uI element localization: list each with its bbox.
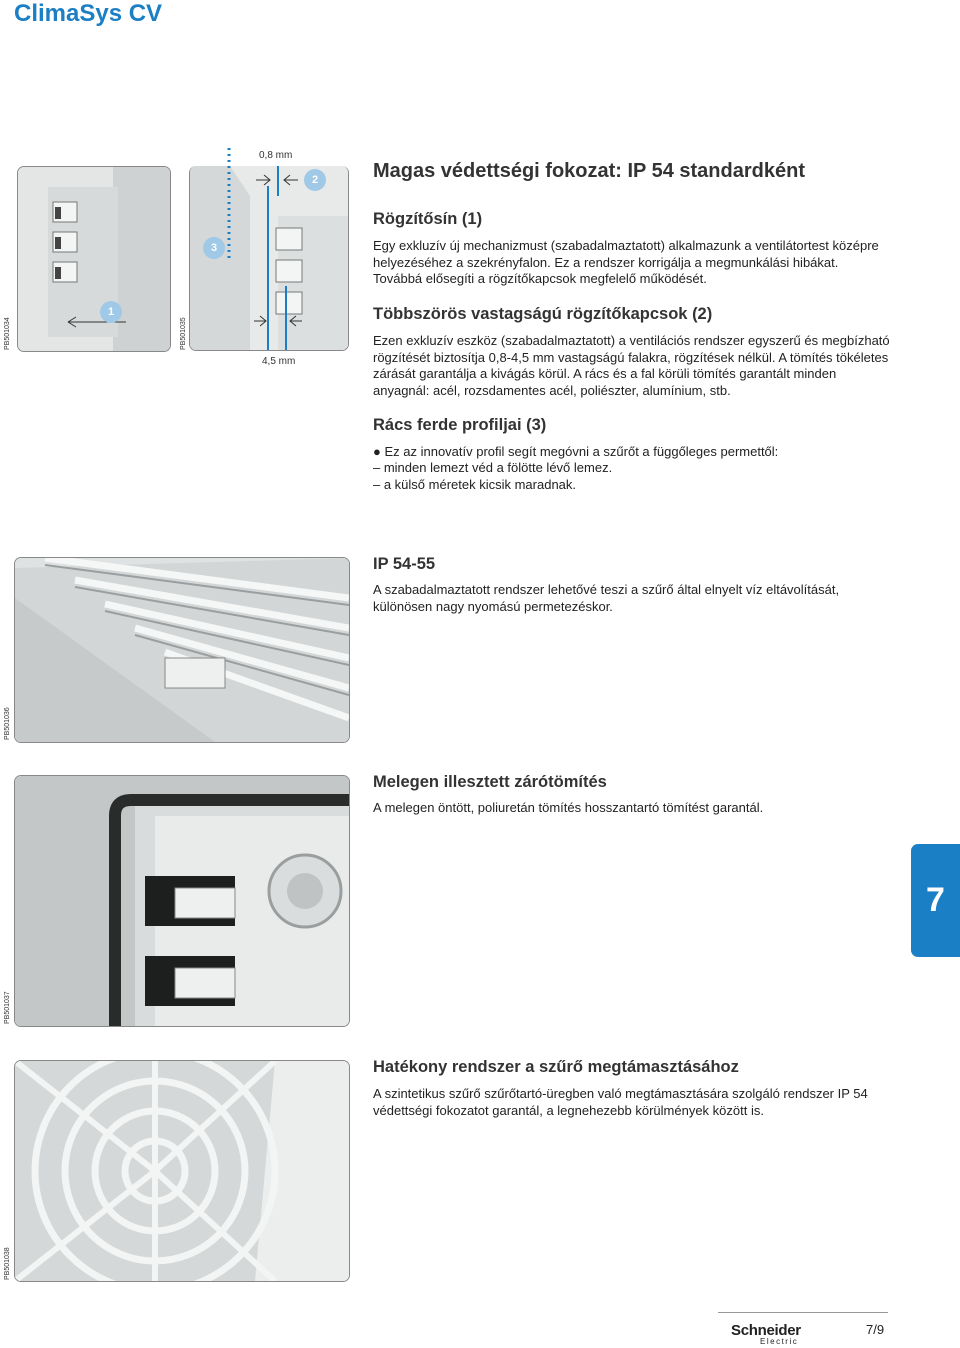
page-number: 7/9 [866, 1322, 885, 1337]
footer-rule [718, 1312, 888, 1313]
section-title: Többszörös vastagságú rögzítőkapcsok (2) [373, 305, 713, 323]
section-body: Egy exkluzív új mechanizmust (szabadalmaztatott) alkalmazunk a ventilátortest középre helyezéséhez a szekrényfalon. Ez a rendszer korrigálja a megmunkálási hibákat. Továbbá elősegíti a rögzítőkapcsok megfelelő működését. [373, 238, 879, 286]
main-title: Magas védettségi fokozat: IP 54 standardként [373, 160, 805, 182]
dim-bottom: 4,5 mm [262, 356, 296, 367]
louvres-illustration [15, 558, 349, 742]
brand-title: ClimaSys CV [14, 0, 163, 27]
photo-filter-support [14, 1060, 350, 1282]
filter-support-illustration [15, 1061, 349, 1281]
section-body: Ezen exkluzív eszköz (szabadalmaztatott) a ventilációs rendszer egyszerű és megbízható rögzítését biztosítja 0,8-4,5 mm vastagságú falakra, rögzítések nélkül. A tömítés tökéletes zárását garantálja a kivágás körül. A rács és a fal körüli tömítés garantált minden anyagnál: acél, rozsdamentes acél, poliészter, alumínium, stb. [373, 333, 890, 398]
thin-wall-arrows [254, 166, 304, 196]
section-title: Hatékony rendszer a szűrő megtámasztásához [373, 1058, 739, 1076]
schneider-logo: Schneider [731, 1322, 801, 1339]
section-title: Melegen illesztett zárótömítés [373, 773, 607, 791]
section-title: Rögzítősín (1) [373, 210, 483, 228]
section-body: A melegen öntött, poliuretán tömítés hosszantartó tömítést garantál. [373, 800, 764, 815]
chapter-tab: 7 [911, 844, 960, 957]
photo-louvres [14, 557, 350, 743]
bullet-item: ● Ez az innovatív profil segít megóvni a szűrőt a függőleges permettől: [373, 444, 779, 459]
schneider-logo-sub: Electric [760, 1337, 799, 1346]
ref-code: PB501037 [4, 991, 11, 1024]
ref-code: PB501035 [180, 317, 187, 350]
fixing-rail-illustration [18, 167, 170, 351]
ref-code: PB501036 [4, 707, 11, 740]
callout-1: 1 [100, 301, 122, 323]
section-body: A szintetikus szűrő szűrőtartó-üregben való megtámasztására szolgáló rendszer IP 54 védettségi fokozatot garantál, a legnehezebb körülmények között is. [373, 1086, 868, 1118]
section-title: Rács ferde profiljai (3) [373, 416, 547, 434]
section-title: IP 54-55 [373, 555, 436, 573]
callout-2: 2 [304, 169, 326, 191]
photo-seal [14, 775, 350, 1027]
seal-illustration [15, 776, 349, 1026]
dash-item: – a külső méretek kicsik maradnak. [373, 477, 577, 492]
dim-top: 0,8 mm [259, 150, 293, 161]
callout-3: 3 [203, 237, 225, 259]
ref-code: PB501034 [4, 317, 11, 350]
photo-fixing-rail [17, 166, 171, 352]
dash-item: – minden lemezt véd a fölötte lévő lemez. [373, 460, 613, 475]
dotted-guide [226, 148, 232, 258]
ref-code: PB501038 [4, 1247, 11, 1280]
section-body: A szabadalmaztatott rendszer lehetővé teszi a szűrő által elnyelt víz eltávolítását, különösen nagy nyomású permetezéskor. [373, 582, 840, 614]
